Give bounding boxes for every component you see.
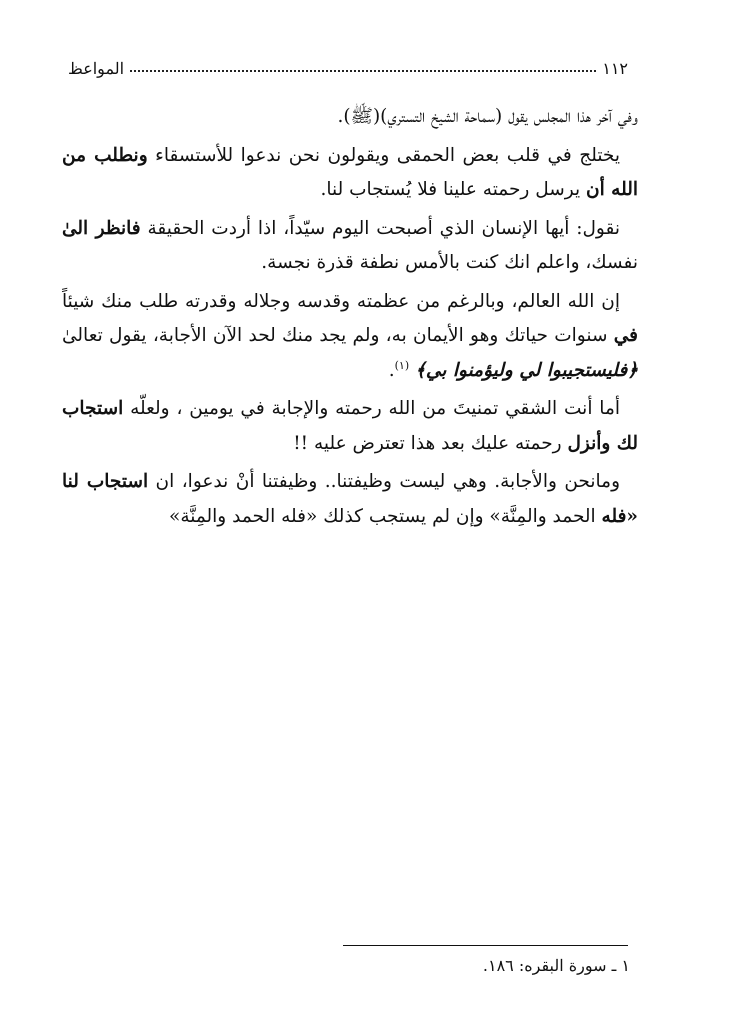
paragraph-text: نقول: أيها الإنسان الذي أصبحت اليوم سيّداً، اذا أردت الحقيقة xyxy=(140,217,620,239)
paragraph-text: نفسك، واعلم انك كنت بالأمس نطفة قذرة نجسة. xyxy=(261,252,638,273)
bold-phrase: في xyxy=(613,325,638,346)
paragraph-text: الحمد والمِنَّة» وإن لم يستجب كذلك «فله الحمد والمِنَّة» xyxy=(169,505,602,527)
page-number: ١١٢ xyxy=(602,59,628,78)
running-title: المواعظ xyxy=(68,59,125,78)
paragraph xyxy=(62,212,638,281)
header-dotted-leader xyxy=(130,70,596,72)
bold-phrase: ونطلب من الله أن xyxy=(62,144,638,200)
paragraph-text: يرسل رحمته علينا فلا يُستجاب لنا. xyxy=(320,179,586,200)
bold-phrase: فانظر الىٰ xyxy=(62,217,141,239)
quran-quote: ﴿فليستجيبوا لي وليؤمنوا بي﴾ xyxy=(415,359,638,381)
footnote-separator xyxy=(343,945,628,946)
paragraph-text: أما أنت الشقي تمنيتَ من الله رحمته والإجابة في يومين ، ولعلّه xyxy=(123,398,620,419)
paragraph xyxy=(62,285,638,389)
paragraph xyxy=(62,392,638,461)
body-text xyxy=(62,100,638,538)
paragraph xyxy=(62,100,638,135)
bold-phrase: استجاب لنا «فله xyxy=(62,471,638,527)
bold-phrase: استجاب لك وأنزل xyxy=(62,398,638,454)
paragraph-text: وفي آخر هذا المجلس يقول (سماحة الشيخ التستري)(ﷺ). xyxy=(337,106,638,127)
paragraph xyxy=(62,139,638,208)
footnote: ١ ـ سورة البقره: ١٨٦. xyxy=(482,956,630,975)
paragraph-text: إن الله العالم، وبالرغم من عظمته وقدسه وجلاله وقدرته طلب منك شيئاً xyxy=(62,290,620,312)
paragraph-text: ومانحن والأجابة. وهي ليست وظيفتنا.. وظيفتنا أنْ ندعوا، ان xyxy=(148,471,621,492)
paragraph-text: يختلج في قلب بعض الحمقى ويقولون نحن ندعوا للأستسقاء xyxy=(147,144,621,166)
footnote-reference: (١) xyxy=(394,358,410,372)
paragraph-text: رحمته عليك بعد هذا تعترض عليه !! xyxy=(293,432,568,454)
paragraph xyxy=(62,465,638,534)
paragraph-text: سنوات حياتك وهو الأيمان به، ولم يجد منك لحد الآن الأجابة، يقول تعالىٰ xyxy=(62,325,614,346)
running-header xyxy=(68,42,628,78)
paragraph-text: . xyxy=(388,359,395,381)
